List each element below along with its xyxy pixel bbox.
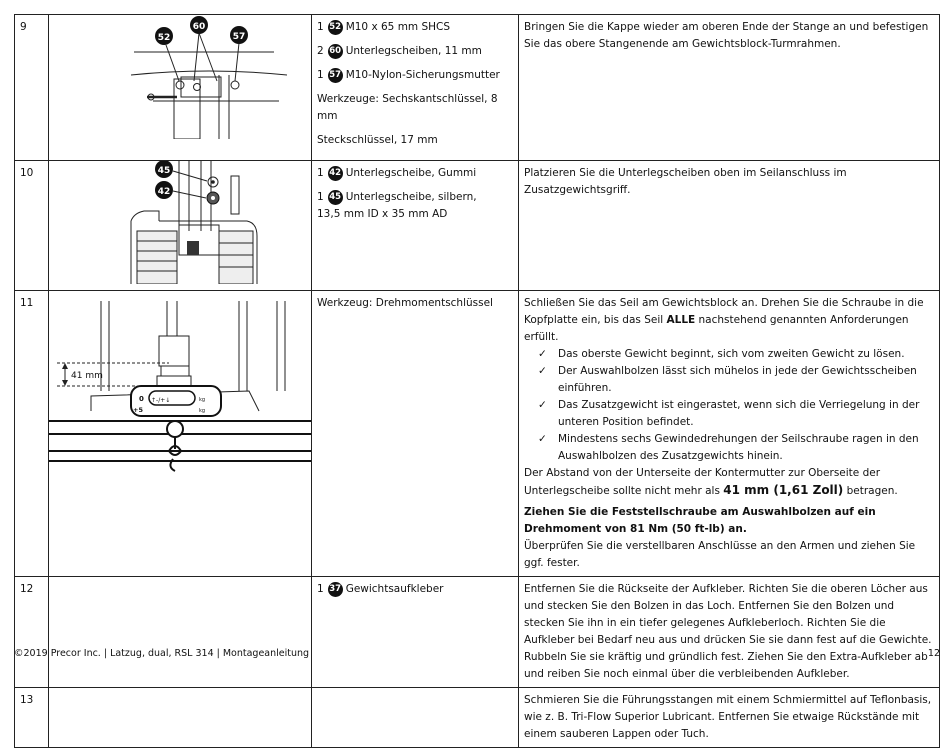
step-9-parts <box>312 15 519 161</box>
step-number: 11 <box>15 291 49 577</box>
step-10-parts <box>312 161 519 291</box>
step-number: 10 <box>15 161 49 291</box>
step-10-instructions: Platzieren Sie die Unterlegscheiben oben im Seilanschluss im Zusatzgewichtsgriff. <box>519 161 940 291</box>
step-13-figure <box>49 688 312 748</box>
checkmark-icon: ✓ <box>538 348 547 360</box>
callout-57: 57 <box>232 32 246 42</box>
step-row-13 <box>15 688 940 748</box>
step-12-instructions: Entfernen Sie die Rückseite der Aufkleber. Richten Sie die oberen Löcher aus und stecken Sie den Bolzen in das Loch. Entfernen Sie den Bolzen und stecken Sie ihn in ein tiefer gelegenes Aufkleberloch. Richten Sie die Aufkleber bei Bedarf neu aus und drücken Sie sie dann fest auf die Gewichte. Rubbeln Sie sie kräftig und gründlich fest. Ziehen Sie den Extra-Aufkleber ab und reiben Sie noch einmal über die verbleibenden Aufkleber. <box>519 577 940 688</box>
part-item: 2 60 Unterlegscheiben, 11 mm <box>317 45 482 57</box>
torque-paragraph: Ziehen Sie die Feststellschraube am Auswahlbolzen auf ein Drehmoment von 81 Nm (50 ft-lb) an. <box>524 506 876 535</box>
step-11-figure <box>49 291 312 577</box>
kg-mark: kg <box>199 397 206 403</box>
part-badge: 42 <box>328 166 343 181</box>
measure-label: 41 mm <box>71 371 103 381</box>
step-number: 12 <box>15 577 49 688</box>
page-number: 12 <box>927 648 940 659</box>
requirements-list <box>524 346 934 465</box>
step-11-instructions <box>519 291 940 577</box>
step-13-instructions: Schmieren Sie die Führungsstangen mit einem Schmiermittel auf Teflonbasis, wie z. B. Tri-Flow Superior Lubricant. Entfernen Sie etwaige Rückstände mit einem sauberen Lappen oder Tuch. <box>519 688 940 748</box>
step-10-figure <box>49 161 312 291</box>
part-badge: 52 <box>328 20 343 35</box>
part-badge: 45 <box>328 190 343 205</box>
requirement-item: ✓ Der Auswahlbolzen lässt sich mühelos in jede der Gewichtsscheiben einführen. <box>538 365 917 394</box>
arms-paragraph: Überprüfen Sie die verstellbaren Anschlüsse an den Armen und ziehen Sie ggf. fester. <box>524 540 916 569</box>
step-9-instructions: Bringen Sie die Kappe wieder am oberen Ende der Stange an und befestigen Sie das obere Stangenende am Gewichtsblock-Turmrahmen. <box>519 15 940 161</box>
minus-mark: 0 <box>139 395 144 403</box>
checkmark-icon: ✓ <box>538 433 547 445</box>
step-row-10 <box>15 161 940 291</box>
cap-assembly-illustration <box>49 15 311 139</box>
adjust-arrows: ↑-/+↓ <box>151 397 171 404</box>
checkmark-icon: ✓ <box>538 399 547 411</box>
callout-45: 45 <box>157 166 171 176</box>
step-12-parts <box>312 577 519 688</box>
part-spec: 13,5 mm ID x 35 mm AD <box>317 208 448 220</box>
step-12-figure <box>49 577 312 688</box>
footer-copyright: ©2019 Precor Inc. | Latzug, dual, RSL 314 | Montageanleitung <box>14 648 310 659</box>
step-number: 9 <box>15 15 49 161</box>
part-item: 1 37 Gewichtsaufkleber <box>317 583 444 595</box>
distance-paragraph: Der Abstand von der Unterseite der Kontermutter zur Oberseite der Unterlegscheibe sollte nicht mehr als 41 mm (1,61 Zoll) betragen. <box>524 467 898 497</box>
requirement-item: ✓ Das Zusatzgewicht ist eingerastet, wenn sich die Verriegelung in der unteren Position befindet. <box>538 399 920 428</box>
cable-tension-illustration <box>49 291 311 512</box>
step-9-figure <box>49 15 312 161</box>
requirement-item: ✓ Mindestens sechs Gewindedrehungen der Seilschraube ragen in den Auswahlbolzen des Zusatzgewichts hinein. <box>538 433 919 462</box>
step-13-parts <box>312 688 519 748</box>
part-badge: 60 <box>328 44 343 59</box>
step-row-11 <box>15 291 940 577</box>
callout-52: 52 <box>157 33 171 43</box>
intro-paragraph: Schließen Sie das Seil am Gewichtsblock an. Drehen Sie die Schraube in die Kopfplatte ein, bis das Seil ALLE nachstehend genannten Anforderungen erfüllt. <box>524 297 924 343</box>
part-item: 1 45 Unterlegscheibe, silbern, <box>317 191 477 203</box>
washer-assembly-illustration <box>49 161 311 284</box>
step-row-9 <box>15 15 940 161</box>
checkmark-icon: ✓ <box>538 365 547 377</box>
tool-item: Steckschlüssel, 17 mm <box>317 134 438 146</box>
part-badge: 57 <box>328 68 343 83</box>
step-row-12 <box>15 577 940 688</box>
assembly-steps-table <box>14 14 940 748</box>
part-item: 1 52 M10 x 65 mm SHCS <box>317 21 451 33</box>
part-item: 1 42 Unterlegscheibe, Gummi <box>317 167 477 179</box>
page-footer <box>14 648 940 659</box>
step-11-tools <box>312 291 519 577</box>
part-badge: 37 <box>328 582 343 597</box>
part-item: 1 57 M10-Nylon-Sicherungsmutter <box>317 69 500 81</box>
plus-mark: +5 <box>133 406 143 414</box>
requirement-item: ✓ Das oberste Gewicht beginnt, sich vom zweiten Gewicht zu lösen. <box>538 346 934 363</box>
tool-item: Werkzeug: Drehmomentschlüssel <box>317 297 493 309</box>
tool-item: Werkzeuge: Sechskantschlüssel, 8 mm <box>317 93 498 122</box>
step-number: 13 <box>15 688 49 748</box>
kg-mark: kg <box>199 408 206 414</box>
callout-42: 42 <box>157 187 171 197</box>
callout-60: 60 <box>192 22 206 32</box>
